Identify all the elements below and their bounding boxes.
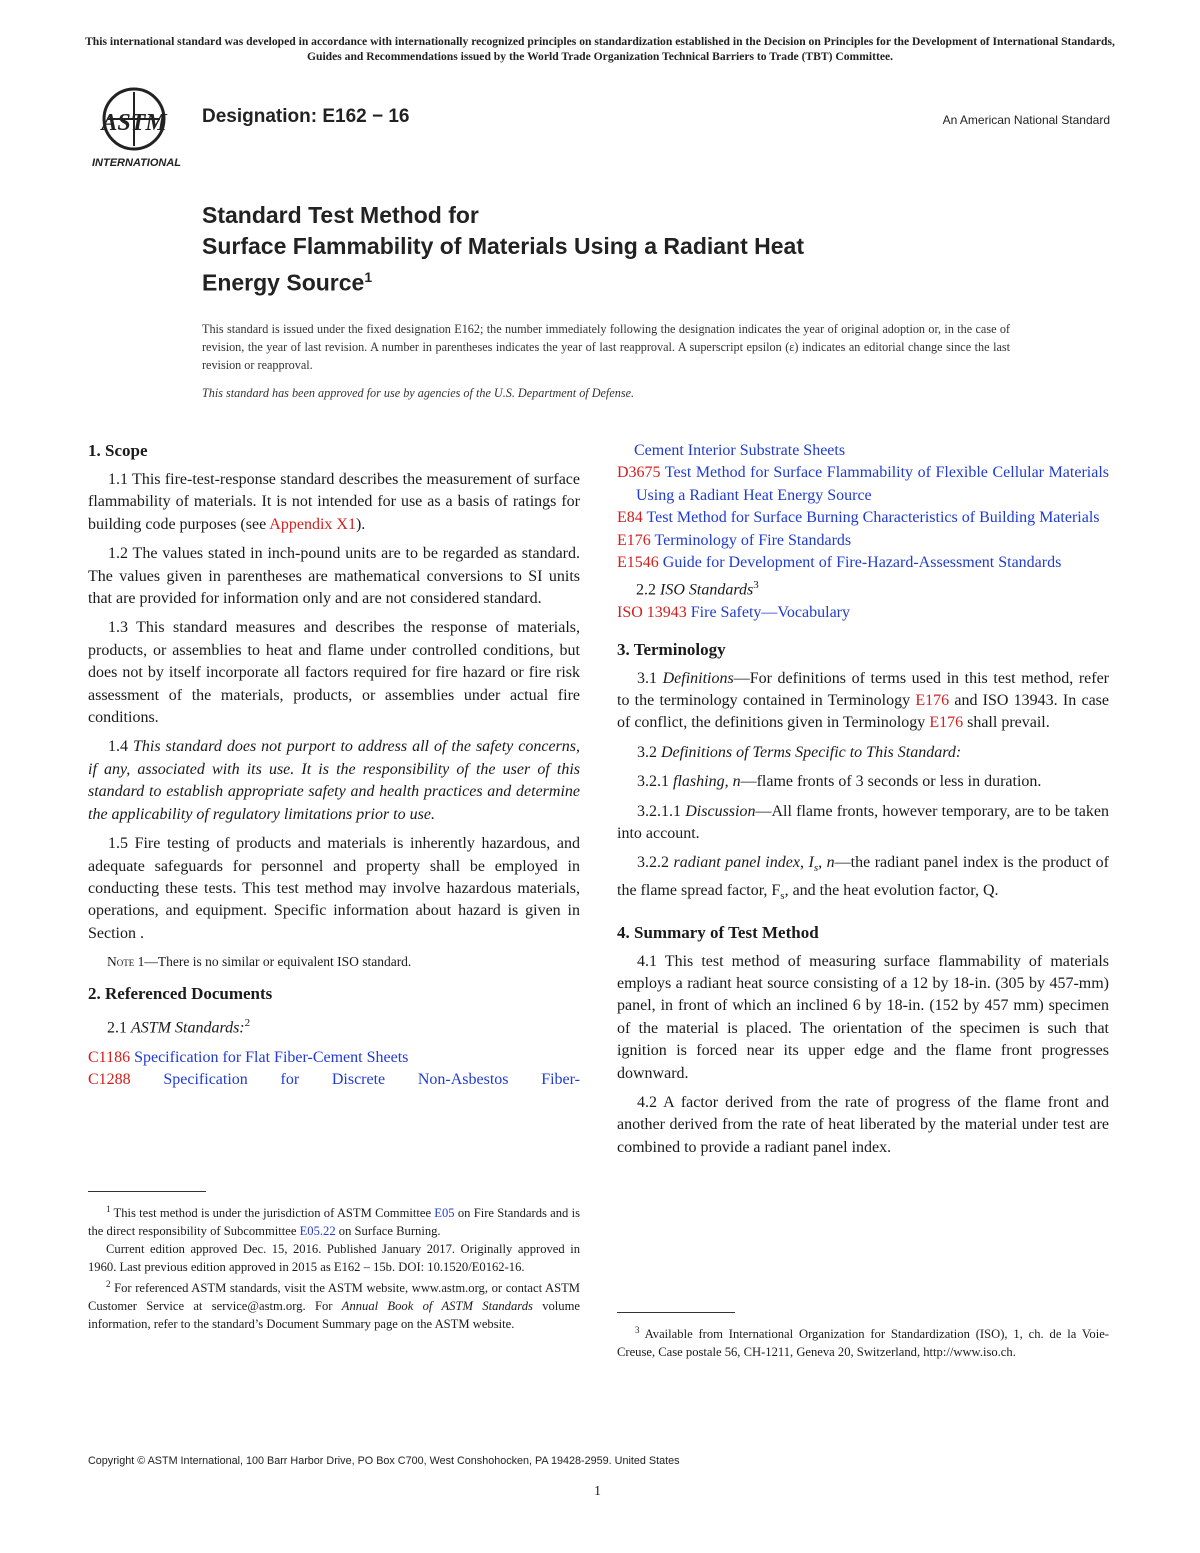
para-4-1: 4.1 This test method of measuring surface flammability of materials employs a radiant heat source consisting of a 12 by 18-in. (305 by 457-mm) panel, in front of which an inclined 6 by 18-in. (152 by 457 mm) specimen of the material is placed. The orientation of the specimen is such that ignition is forced near its upper edge and the flame front progresses downward. — [617, 952, 1109, 1082]
para-1-3: 1.3 This standard measures and describes the response of materials, products, or assemblies to heat and flame under controlled conditions, but does not by itself incorporate all factors required for fire hazard or fire risk assessment of the materials, products, or assemblies under actual fire conditions. — [88, 619, 580, 727]
ref-c1288-continued[interactable]: Cement Interior Substrate Sheets — [634, 442, 846, 459]
astm-logo — [88, 86, 188, 172]
footnote-1-edition: Current edition approved Dec. 15, 2016. Published January 2017. Originally approved in 1960. Last previous edition approved in 2015 as E162 – 15b. DOI: 10.1520/E0162-16. — [88, 1241, 580, 1274]
footnote-1: $^1$ This test method is under the jurisdiction of ASTM Committee E05 on Fire Standards and is the direct responsibility of Subcommittee E05.22 on Surface Burning. — [88, 1204, 580, 1238]
para-3-2-1: 3.2.1 flashing, n—flame fronts of 3 seconds or less in duration. — [637, 773, 1042, 791]
e176-link-2[interactable]: E176 — [929, 714, 964, 732]
ref-e84[interactable]: E84 Test Method for Surface Burning Characteristics of Building Materials — [617, 509, 1100, 527]
para-1-2: 1.2 The values stated in inch-pound units are to be regarded as standard. The values given in parentheses are mathematical conversions to SI units that are provided for information only and are not considered standard. — [88, 545, 580, 608]
document-title — [202, 200, 804, 299]
title-line-2: Surface Flammability of Materials Using a Radiant Heat — [202, 233, 804, 259]
para-1-4: 1.4 This standard does not purport to address all of the safety concerns, if any, associated with its use. It is the responsibility of the user of this standard to establish appropriate safety and health practices and determine the applicability of regulatory limitations prior to use. — [88, 738, 581, 823]
ref-c1288[interactable]: C1288 Specification for Discrete Non-Asbestos Fiber- — [88, 1071, 580, 1089]
para-1-1: 1.1 This fire-test-response standard describes the measurement of surface flammability of materials. It is not intended for use as a basis of ratings for building code purposes (see Appendix X1). — [88, 471, 580, 533]
para-3-1: 3.1 Definitions—For definitions of terms used in this test method, refer to the terminology contained in Terminology E176 and ISO 13943. In case of conflict, the definitions given in Terminology E176 shall prevail. — [617, 669, 1110, 732]
title-line-1: Standard Test Method for — [202, 202, 479, 228]
logo-letters: ASTM — [101, 110, 167, 136]
title-footnote-mark: 1 — [364, 269, 373, 285]
footnote-2: $^2$ For referenced ASTM standards, visit the ASTM website, www.astm.org, or contact ASTM Customer Service at service@astm.org. For Annual Book of ASTM Standards volume information, refer to the standard’s Document Summary page on the ASTM website. — [88, 1279, 580, 1332]
title-line-3: Energy Source — [202, 269, 365, 296]
section-heading-terminology: 3. Terminology — [617, 639, 726, 659]
astm-standards-label: 2.1 ASTM Standards:$^2$ — [107, 1017, 251, 1037]
para-3-2-1-1: 3.2.1.1 Discussion—All flame fronts, however temporary, are to be taken into account. — [617, 802, 1110, 843]
national-standard-label: An American National Standard — [942, 113, 1110, 127]
page-number: 1 — [594, 1484, 601, 1499]
logo-subtext: INTERNATIONAL — [92, 157, 182, 169]
note-1: Note 1—There is no similar or equivalent ISO standard. — [107, 954, 412, 970]
copyright-notice: Copyright © ASTM International, 100 Barr Harbor Drive, PO Box C700, West Conshohocken, PA 19428-2959. United States — [88, 1455, 680, 1467]
ref-c1186[interactable]: C1186 Specification for Flat Fiber-Cement Sheets — [88, 1048, 409, 1066]
dod-note: This standard has been approved for use by agencies of the U.S. Department of Defense. — [202, 386, 635, 400]
committee-link[interactable]: E05 — [434, 1206, 455, 1221]
para-4-2: 4.2 A factor derived from the rate of progress of the flame front and another derived from the rate of heat liberated by the material under test are combined to provide a radiant panel index. — [617, 1094, 1109, 1156]
footnote-3: $^3$ Available from International Organization for Standardization (ISO), 1, ch. de la Voie-Creuse, Case postale 56, CH-1211, Geneva 20, Switzerland, http://www.iso.ch. — [617, 1325, 1109, 1359]
e176-link-1[interactable]: E176 — [915, 691, 950, 709]
ref-d3675[interactable]: D3675 Test Method for Surface Flammability of Flexible Cellular Materials Using a Radiant Heat Energy Source — [617, 464, 1109, 504]
iso-standards-label: 2.2 ISO Standards$^3$ — [636, 579, 759, 599]
footnote-rule-right — [617, 1312, 735, 1313]
ref-e1546[interactable]: E1546 Guide for Development of Fire-Hazard-Assessment Standards — [617, 554, 1062, 572]
footnotes-right — [617, 1322, 1109, 1362]
para-1-5: 1.5 Fire testing of products and materials is inherently hazardous, and adequate safeguards for personnel and property shall be employed in conducting these tests. This test method may involve hazardous materials, operations, and equipment. Specific information about hazard is given in Section . — [88, 835, 580, 942]
footnotes-left — [88, 1201, 580, 1334]
section-heading-summary: 4. Summary of Test Method — [617, 922, 819, 942]
astm-logo-icon — [88, 86, 188, 172]
left-column — [88, 440, 580, 1091]
footnote-rule-left — [88, 1191, 206, 1192]
ref-e176[interactable]: E176 Terminology of Fire Standards — [617, 531, 852, 549]
right-column — [617, 440, 1109, 1166]
section-heading-scope: 1. Scope — [88, 441, 148, 460]
wto-statement: This international standard was developed in accordance with internationally recognized principles on standardization established in the Decision on Principles for the Development of International Standards, Guides and Recommendations issued by the World Trade Organization Technical Barriers to Trade (TBT) Committee. — [85, 35, 1115, 63]
para-3-2-2: 3.2.2 radiant panel index, $I_s$, n—the radiant panel index is the product of the flame spread factor, $F_s$, and the heat evolution factor, Q. — [617, 854, 1110, 903]
issued-note: This standard is issued under the fixed designation E162; the number immediately following the designation indicates the year of original adoption or, in the case of revision, the year of last revision. A number in parentheses indicates the year of last reapproval. A superscript epsilon (ε) indicates an editorial change since the last revision or reapproval. — [202, 322, 1010, 372]
subcommittee-link[interactable]: E05.22 — [299, 1223, 336, 1238]
designation: Designation: E162 − 16 — [202, 106, 410, 127]
appendix-link[interactable]: Appendix X1 — [269, 515, 356, 533]
para-3-2: 3.2 Definitions of Terms Specific to This Standard: — [637, 743, 962, 761]
section-heading-referenced: 2. Referenced Documents — [88, 984, 273, 1004]
ref-iso13943[interactable]: ISO 13943 Fire Safety—Vocabulary — [617, 604, 850, 622]
